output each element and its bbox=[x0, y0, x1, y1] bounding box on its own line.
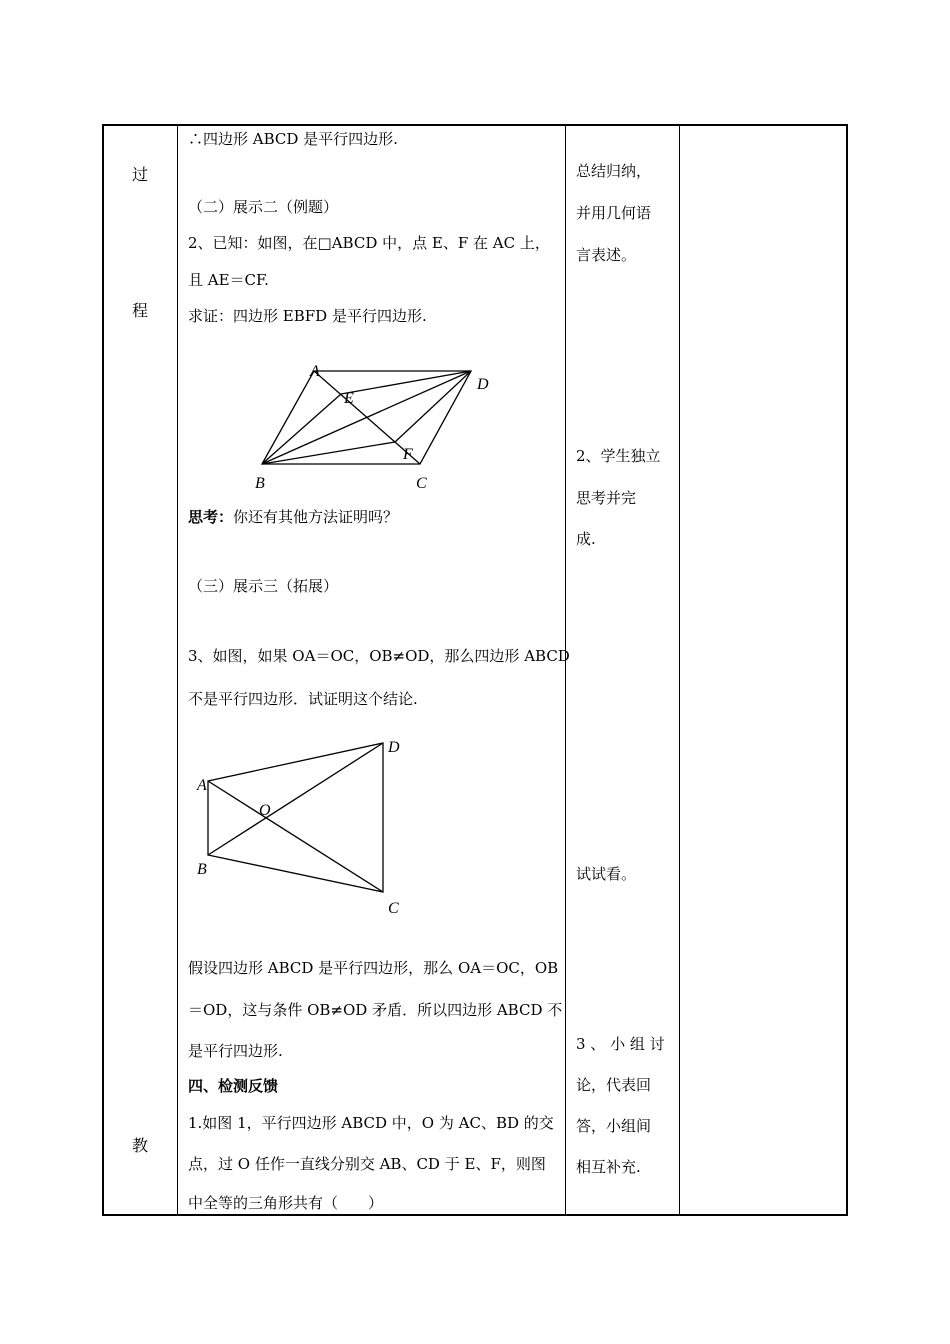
activity-4-line-2: 论，代表回 bbox=[576, 1076, 652, 1094]
question-1-line-2: 点，过 O 任作一直线分别交 AB、CD 于 E、F，则图 bbox=[188, 1155, 546, 1173]
question-1-line-1: 1.如图 1，平行四边形 ABCD 中，O 为 AC、BD 的交 bbox=[188, 1114, 554, 1132]
stage-label-cheng: 程 bbox=[132, 301, 149, 320]
activity-4-line-1: 3 、 小 组 讨 bbox=[576, 1035, 665, 1053]
activity-2-line-2: 思考并完 bbox=[576, 489, 637, 507]
think-line bbox=[188, 507, 398, 527]
proof-line-3: 是平行四边形. bbox=[188, 1042, 283, 1060]
activity-4-line-3: 答，小组间 bbox=[576, 1117, 652, 1135]
activity-3-line-1: 试试看。 bbox=[576, 865, 637, 883]
figure-1-label-b: B bbox=[255, 475, 265, 492]
figure-2-outline bbox=[208, 743, 383, 892]
figure-1-diagonal-bd bbox=[262, 371, 471, 464]
section-title-2: （二）展示二（例题） bbox=[188, 198, 339, 216]
figure-2-diagonal-ac bbox=[208, 781, 383, 892]
think-text: 你还有其他方法证明吗？ bbox=[233, 508, 399, 526]
proof-line-2: ＝OD，这与条件 OB≠OD 矛盾．所以四边形 ABCD 不 bbox=[188, 1001, 563, 1019]
activity-2-line-3: 成. bbox=[576, 530, 596, 548]
figure-1-segment-bf bbox=[262, 442, 395, 464]
question-1-line-3: 中全等的三角形共有（ ） bbox=[188, 1194, 384, 1212]
figure-1-label-f: F bbox=[403, 446, 413, 463]
figure-1-segment-ed bbox=[341, 371, 471, 394]
think-label: 思考： bbox=[188, 508, 234, 526]
activity-2-line-1: 2、学生独立 bbox=[576, 447, 661, 465]
figure-1-label-d: D bbox=[477, 376, 489, 393]
example-2-line-3: 求证：四边形 EBFD 是平行四边形. bbox=[188, 307, 427, 325]
figure-2-label-c: C bbox=[388, 900, 399, 917]
section-title-4: 四、检测反馈 bbox=[188, 1077, 279, 1095]
figure-2-label-d: D bbox=[388, 739, 400, 756]
example-2-line-2: 且 AE＝CF. bbox=[188, 271, 269, 289]
activity-4-line-4: 相互补充. bbox=[576, 1158, 641, 1176]
example-2-line-1: 2、已知：如图，在□ABCD 中，点 E、F 在 AC 上， bbox=[188, 234, 550, 252]
stage-label-jiao: 教 bbox=[132, 1136, 149, 1155]
activity-1-line-3: 言表述。 bbox=[576, 246, 637, 264]
figure-2-label-b: B bbox=[197, 861, 207, 878]
figure-2-label-o: O bbox=[259, 802, 271, 819]
example-3-line-1: 3、如图，如果 OA＝OC，OB≠OD，那么四边形 ABCD bbox=[188, 647, 570, 665]
figure-2-diagonal-bd bbox=[208, 743, 383, 855]
proof-line-1: 假设四边形 ABCD 是平行四边形，那么 OA＝OC，OB bbox=[188, 959, 559, 977]
section-title-3: （三）展示三（拓展） bbox=[188, 577, 339, 595]
figure-1-label-a: A bbox=[310, 363, 320, 380]
example-3-line-2: 不是平行四边形．试证明这个结论. bbox=[188, 690, 418, 708]
figure-1-segment-fd bbox=[395, 371, 471, 442]
figure-1-label-c: C bbox=[416, 475, 427, 492]
activity-1-line-1: 总结归纳， bbox=[576, 162, 652, 180]
activity-1-line-2: 并用几何语 bbox=[576, 204, 652, 222]
stage-label-guo: 过 bbox=[132, 165, 149, 184]
conclusion-line: ∴四边形 ABCD 是平行四边形. bbox=[188, 130, 398, 148]
figure-2-label-a: A bbox=[197, 777, 207, 794]
figure-1-label-e: E bbox=[344, 390, 354, 407]
